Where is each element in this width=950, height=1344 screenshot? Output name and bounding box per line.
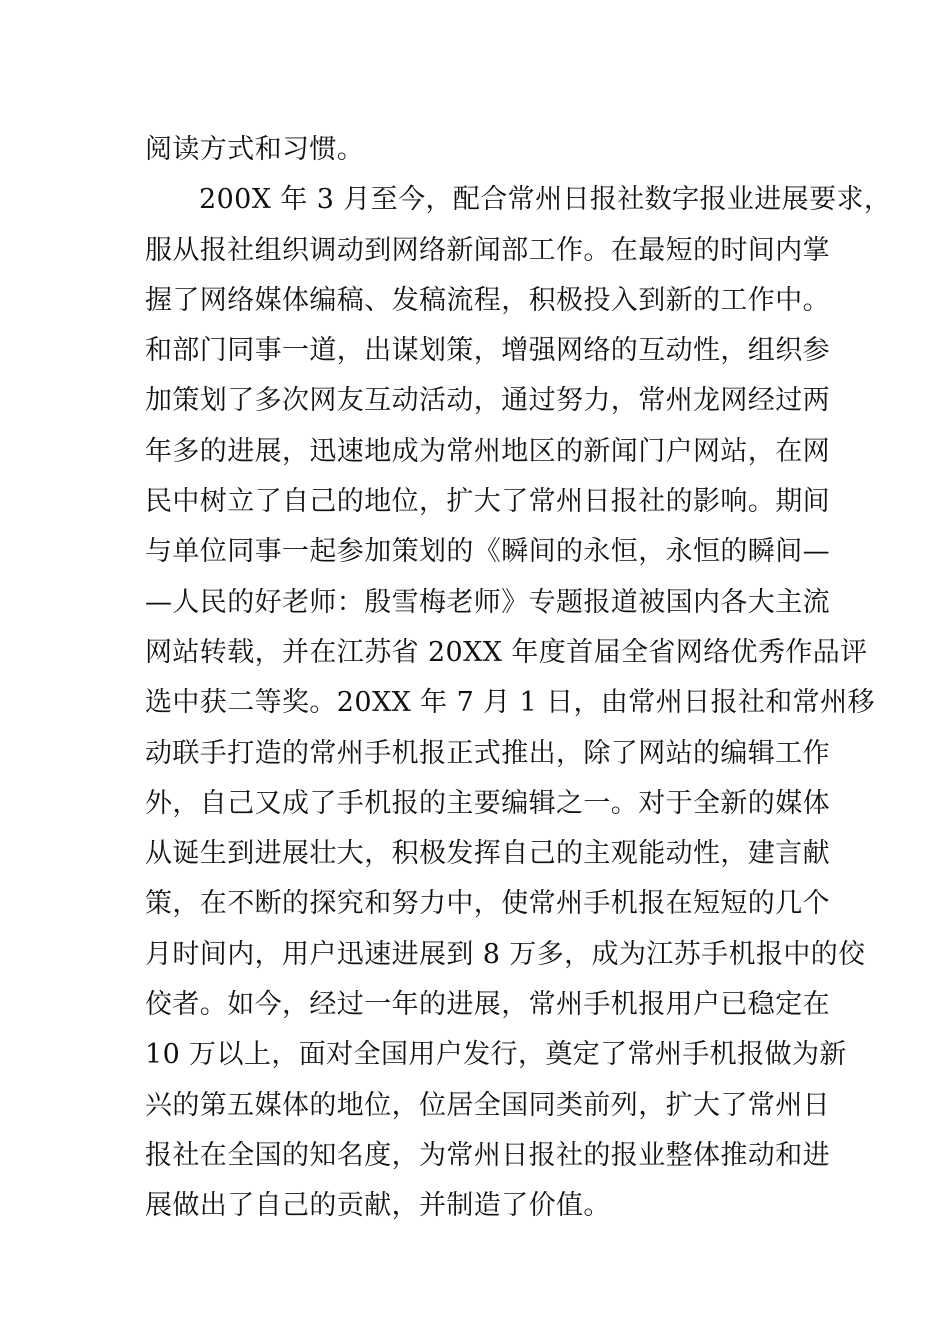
text-line: 选中获二等奖。20XX 年 7 月 1 日，由常州日报社和常州移 xyxy=(145,687,875,719)
text-line: 网站转载，并在江苏省 20XX 年度首届全省网络优秀作品评 xyxy=(145,636,868,668)
text-line: 展做出了自己的贡献，并制造了价值。 xyxy=(145,1190,611,1222)
text-line: —人民的好老师：殷雪梅老师》专题报道被国内各大主流 xyxy=(145,586,830,618)
text-line: 加策划了多次网友互动活动，通过努力，常州龙网经过两 xyxy=(145,385,830,417)
text-line: 年多的进展，迅速地成为常州地区的新闻门户网站，在网 xyxy=(145,435,830,467)
text-line: 握了网络媒体编稿、发稿流程，积极投入到新的工作中。 xyxy=(145,284,830,316)
text-line: 动联手打造的常州手机报正式推出，除了网站的编辑工作 xyxy=(145,737,830,769)
text-line: 佼者。如今，经过一年的进展，常州手机报用户已稳定在 xyxy=(145,989,830,1021)
body-text xyxy=(145,125,892,1232)
text-line: 服从报社组织调动到网络新闻部工作。在最短的时间内掌 xyxy=(145,234,830,266)
text-line: 外，自己又成了手机报的主要编辑之一。对于全新的媒体 xyxy=(145,787,830,819)
text-line: 阅读方式和习惯。 xyxy=(145,134,365,165)
text-line: 报社在全国的知名度，为常州日报社的报业整体推动和进 xyxy=(145,1139,830,1171)
text-line: 策，在不断的探究和努力中，使常州手机报在短短的几个 xyxy=(145,888,830,920)
text-line: 民中树立了自己的地位，扩大了常州日报社的影响。期间 xyxy=(145,486,830,518)
text-line: 兴的第五媒体的地位，位居全国同类前列，扩大了常州日 xyxy=(145,1089,830,1121)
text-line: 月时间内，用户迅速进展到 8 万多，成为江苏手机报中的佼 xyxy=(145,938,866,970)
text-line: 和部门同事一道，出谋划策，增强网络的互动性，组织参 xyxy=(145,335,830,367)
paragraph-first-line: 200X 年 3 月至今，配合常州日报社数字报业进展要求， xyxy=(199,184,892,216)
text-line: 10 万以上，面对全国用户发行，奠定了常州手机报做为新 xyxy=(145,1039,847,1071)
text-line: 从诞生到进展壮大，积极发挥自己的主观能动性，建言献 xyxy=(145,838,830,870)
text-line: 与单位同事一起参加策划的《瞬间的永恒，永恒的瞬间— xyxy=(145,536,830,568)
